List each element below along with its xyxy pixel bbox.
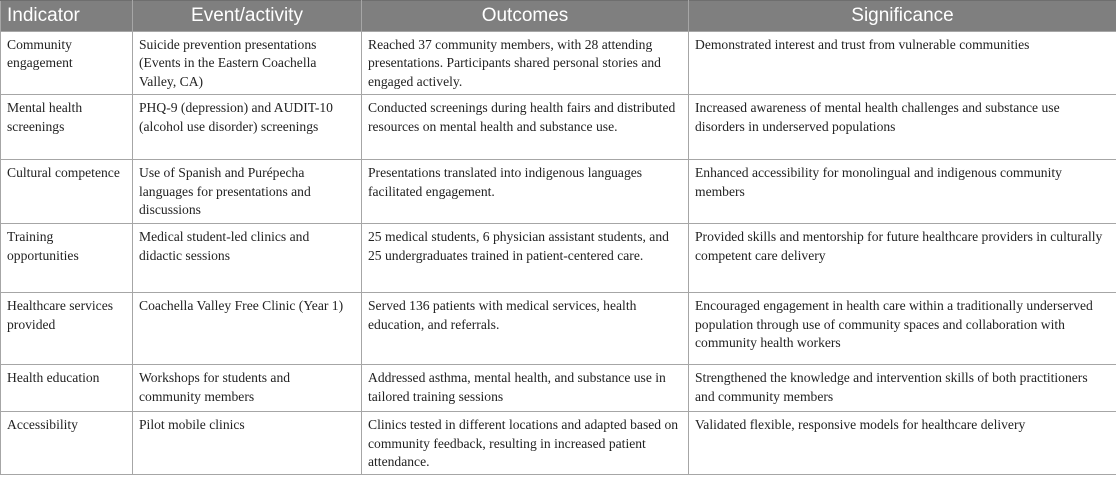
table-row xyxy=(1,32,1116,95)
table-row xyxy=(1,95,1116,160)
cell-event: Suicide prevention presentations (Events in the Eastern Coachella Valley, CA) xyxy=(133,32,362,95)
header-row xyxy=(1,1,1116,32)
cell-event: Use of Spanish and Purépecha languages for presentations and discussions xyxy=(133,160,362,224)
cell-significance: Validated flexible, responsive models for healthcare delivery xyxy=(689,412,1116,475)
cell-outcomes: Presentations translated into indigenous languages facilitated engagement. xyxy=(362,160,689,224)
cell-significance: Encouraged engagement in health care within a traditionally underserved population through use of community spaces and collaboration with community health workers xyxy=(689,293,1116,365)
table-row xyxy=(1,412,1116,475)
cell-outcomes: Served 136 patients with medical services, health education, and referrals. xyxy=(362,293,689,365)
cell-indicator: Training opportunities xyxy=(1,224,133,293)
cell-indicator: Accessibility xyxy=(1,412,133,475)
cell-event: Medical student-led clinics and didactic sessions xyxy=(133,224,362,293)
cell-significance: Enhanced accessibility for monolingual and indigenous community members xyxy=(689,160,1116,224)
cell-outcomes: Reached 37 community members, with 28 attending presentations. Participants shared personal stories and engaged actively. xyxy=(362,32,689,95)
cell-outcomes: Conducted screenings during health fairs and distributed resources on mental health and substance use. xyxy=(362,95,689,160)
cell-indicator: Health education xyxy=(1,365,133,412)
cell-outcomes: Addressed asthma, mental health, and substance use in tailored training sessions xyxy=(362,365,689,412)
cell-indicator: Healthcare services provided xyxy=(1,293,133,365)
cell-outcomes: Clinics tested in different locations and adapted based on community feedback, resulting in increased patient attendance. xyxy=(362,412,689,475)
table-row xyxy=(1,224,1116,293)
header-outcomes: Outcomes xyxy=(362,1,689,32)
cell-indicator: Community engagement xyxy=(1,32,133,95)
cell-event: Workshops for students and community members xyxy=(133,365,362,412)
cell-event: PHQ-9 (depression) and AUDIT-10 (alcohol use disorder) screenings xyxy=(133,95,362,160)
table-row xyxy=(1,160,1116,224)
cell-event: Pilot mobile clinics xyxy=(133,412,362,475)
cell-indicator: Mental health screenings xyxy=(1,95,133,160)
cell-event: Coachella Valley Free Clinic (Year 1) xyxy=(133,293,362,365)
cell-significance: Increased awareness of mental health challenges and substance use disorders in underserved populations xyxy=(689,95,1116,160)
header-significance: Significance xyxy=(689,1,1116,32)
cell-significance: Provided skills and mentorship for future healthcare providers in culturally competent care delivery xyxy=(689,224,1116,293)
cell-significance: Strengthened the knowledge and intervention skills of both practitioners and community members xyxy=(689,365,1116,412)
table-row xyxy=(1,293,1116,365)
cell-outcomes: 25 medical students, 6 physician assistant students, and 25 undergraduates trained in patient-centered care. xyxy=(362,224,689,293)
header-indicator: Indicator xyxy=(1,1,133,32)
table-row xyxy=(1,365,1116,412)
header-event-activity: Event/activity xyxy=(133,1,362,32)
cell-indicator: Cultural competence xyxy=(1,160,133,224)
cell-significance: Demonstrated interest and trust from vulnerable communities xyxy=(689,32,1116,95)
